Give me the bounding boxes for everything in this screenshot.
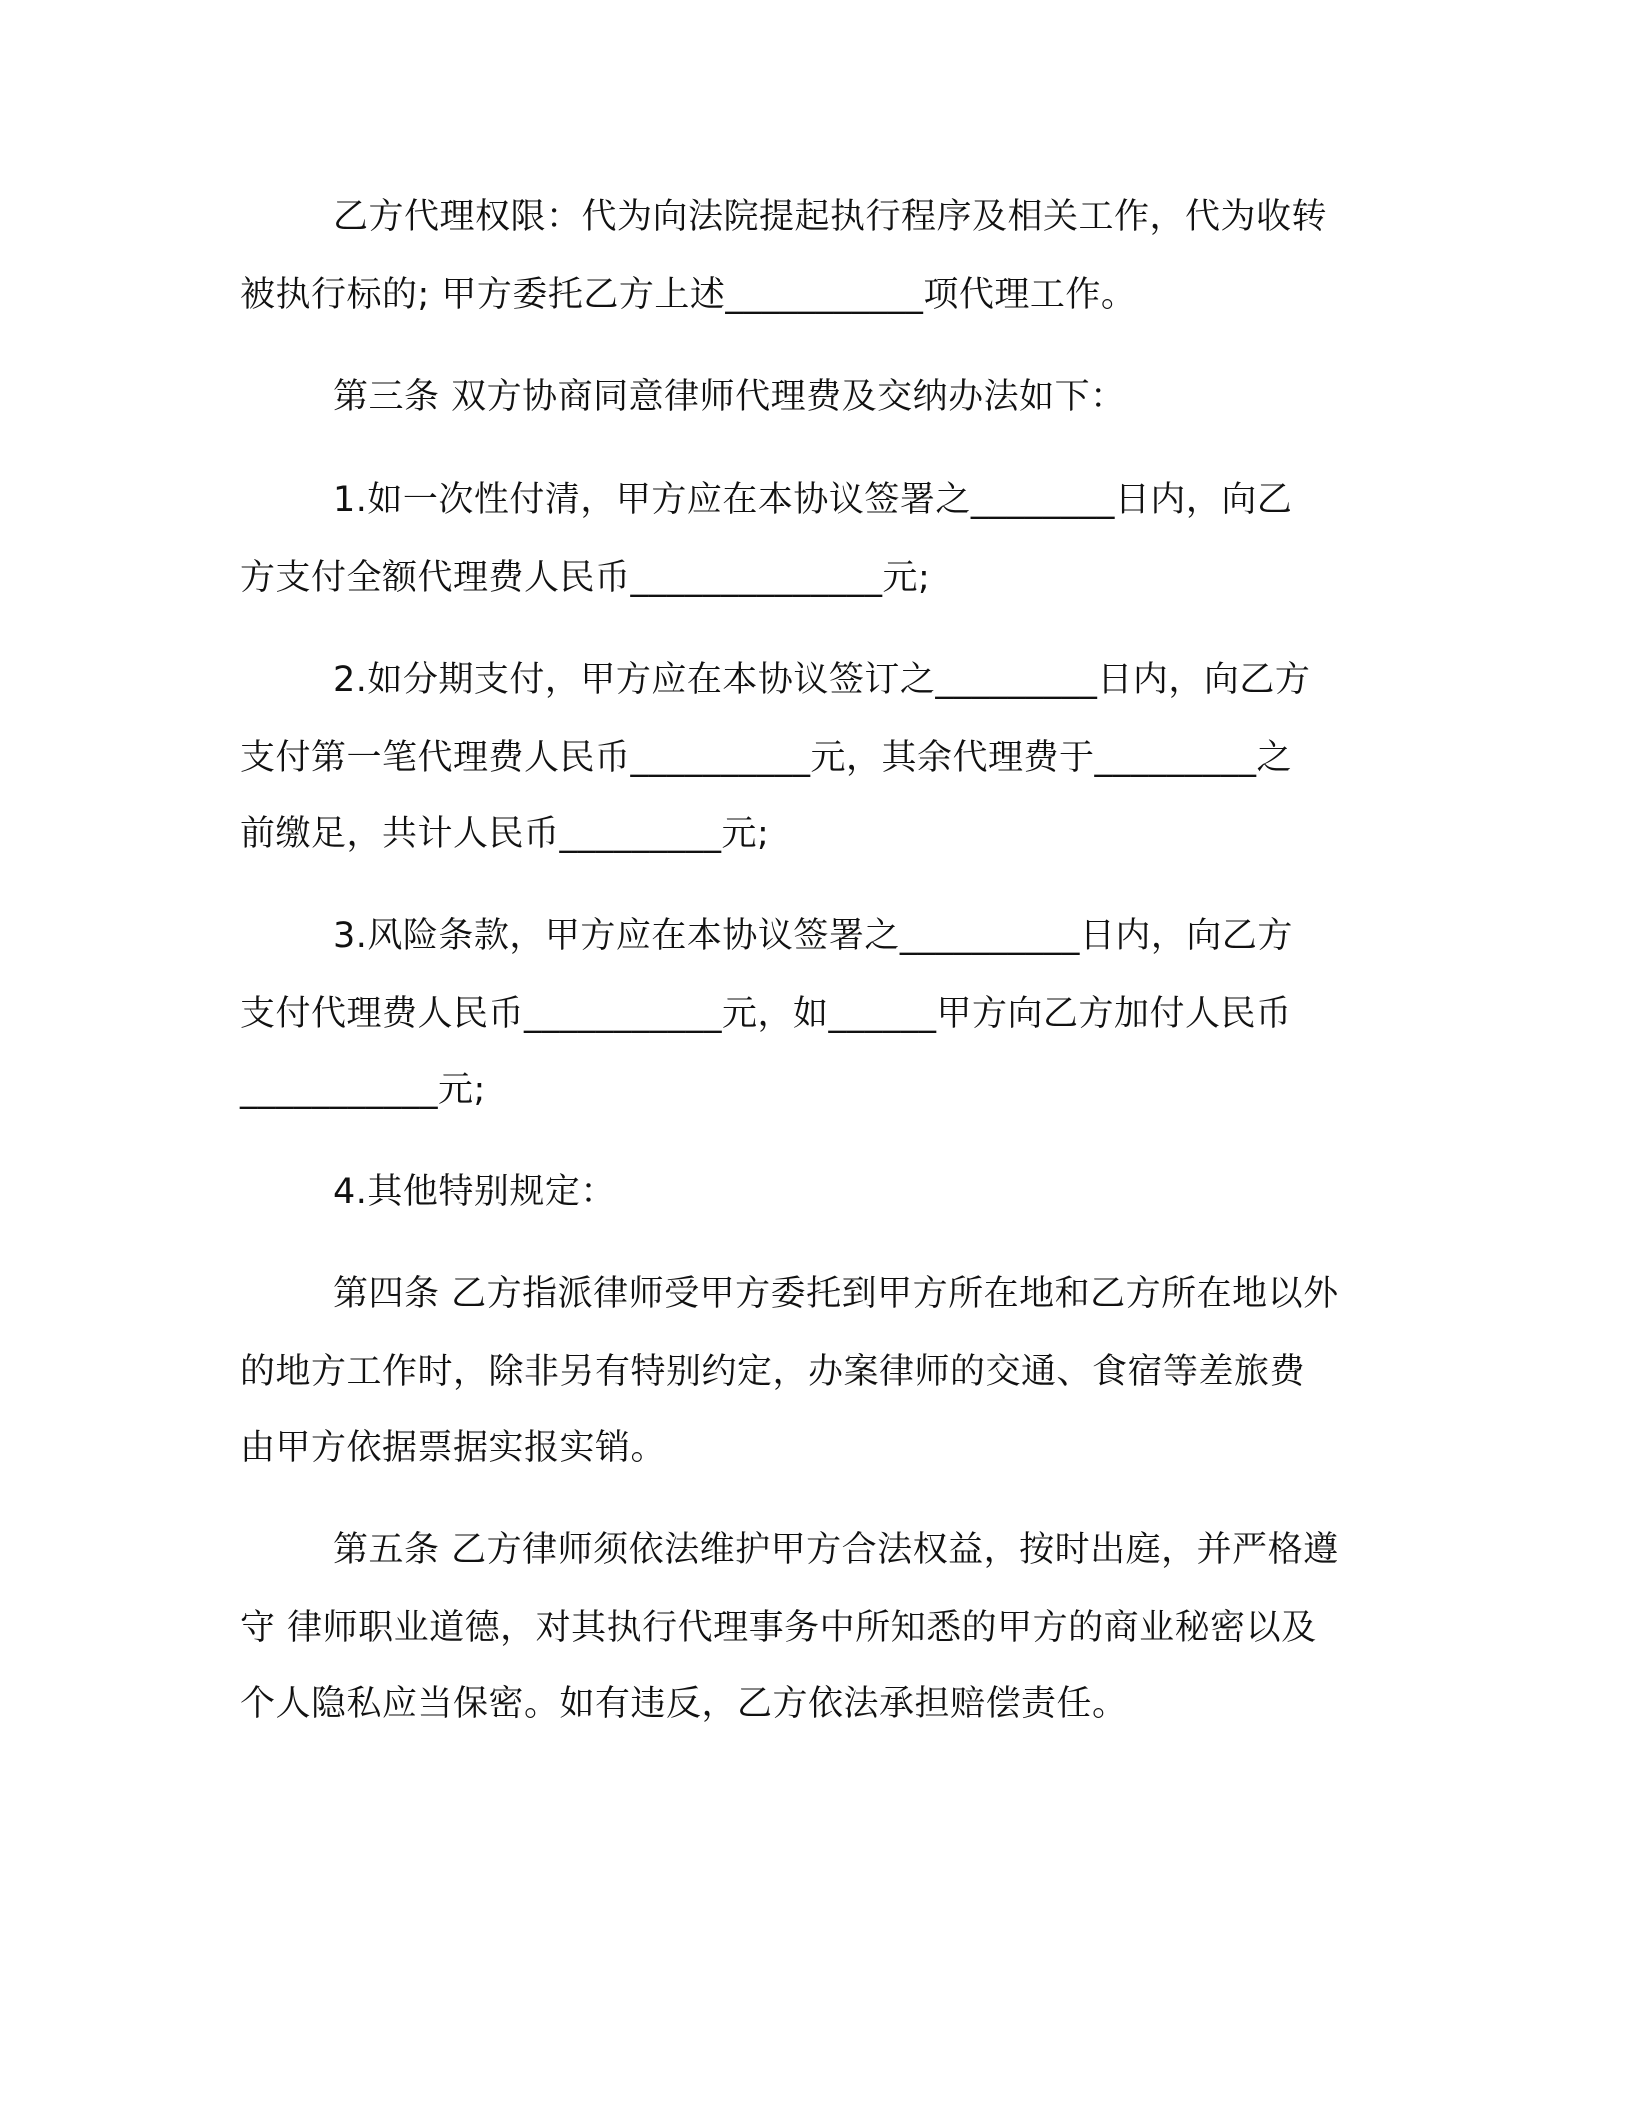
text-line: 第五条 乙方律师须依法维护甲方合法权益，按时出庭，并严格遵 xyxy=(333,1530,1339,1570)
text-line: 1.如一次性付清，甲方应在本协议签署之________日内，向乙 xyxy=(333,480,1293,520)
text-line: 4.其他特别规定： xyxy=(333,1172,616,1212)
text-line: 方支付全额代理费人民币______________元; xyxy=(240,558,931,598)
text-line: 乙方代理权限：代为向法院提起执行程序及相关工作，代为收转 xyxy=(333,197,1328,237)
text-line: 支付代理费人民币___________元，如______甲方向乙方加付人民币 xyxy=(240,994,1292,1034)
text-line: ___________元; xyxy=(240,1070,486,1110)
text-line: 被执行标的; 甲方委托乙方上述___________项代理工作。 xyxy=(240,275,1137,315)
text-line: 3.风险条款，甲方应在本协议签署之__________日内，向乙方 xyxy=(333,916,1293,956)
text-line: 个人隐私应当保密。如有违反，乙方依法承担赔偿责任。 xyxy=(240,1684,1128,1724)
text-line: 由甲方依据票据实报实销。 xyxy=(240,1428,667,1468)
text-line: 2.如分期支付，甲方应在本协议签订之_________日内，向乙方 xyxy=(333,660,1311,700)
text-line: 支付第一笔代理费人民币__________元，其余代理费于_________之 xyxy=(240,738,1293,778)
text-line: 第三条 双方协商同意律师代理费及交纳办法如下： xyxy=(333,377,1126,417)
text-line: 的地方工作时，除非另有特别约定，办案律师的交通、食宿等差旅费 xyxy=(240,1352,1306,1392)
text-line: 第四条 乙方指派律师受甲方委托到甲方所在地和乙方所在地以外 xyxy=(333,1274,1339,1314)
text-line: 前缴足，共计人民币_________元; xyxy=(240,814,770,854)
text-line: 守 律师职业道德，对其执行代理事务中所知悉的甲方的商业秘密以及 xyxy=(240,1608,1317,1648)
